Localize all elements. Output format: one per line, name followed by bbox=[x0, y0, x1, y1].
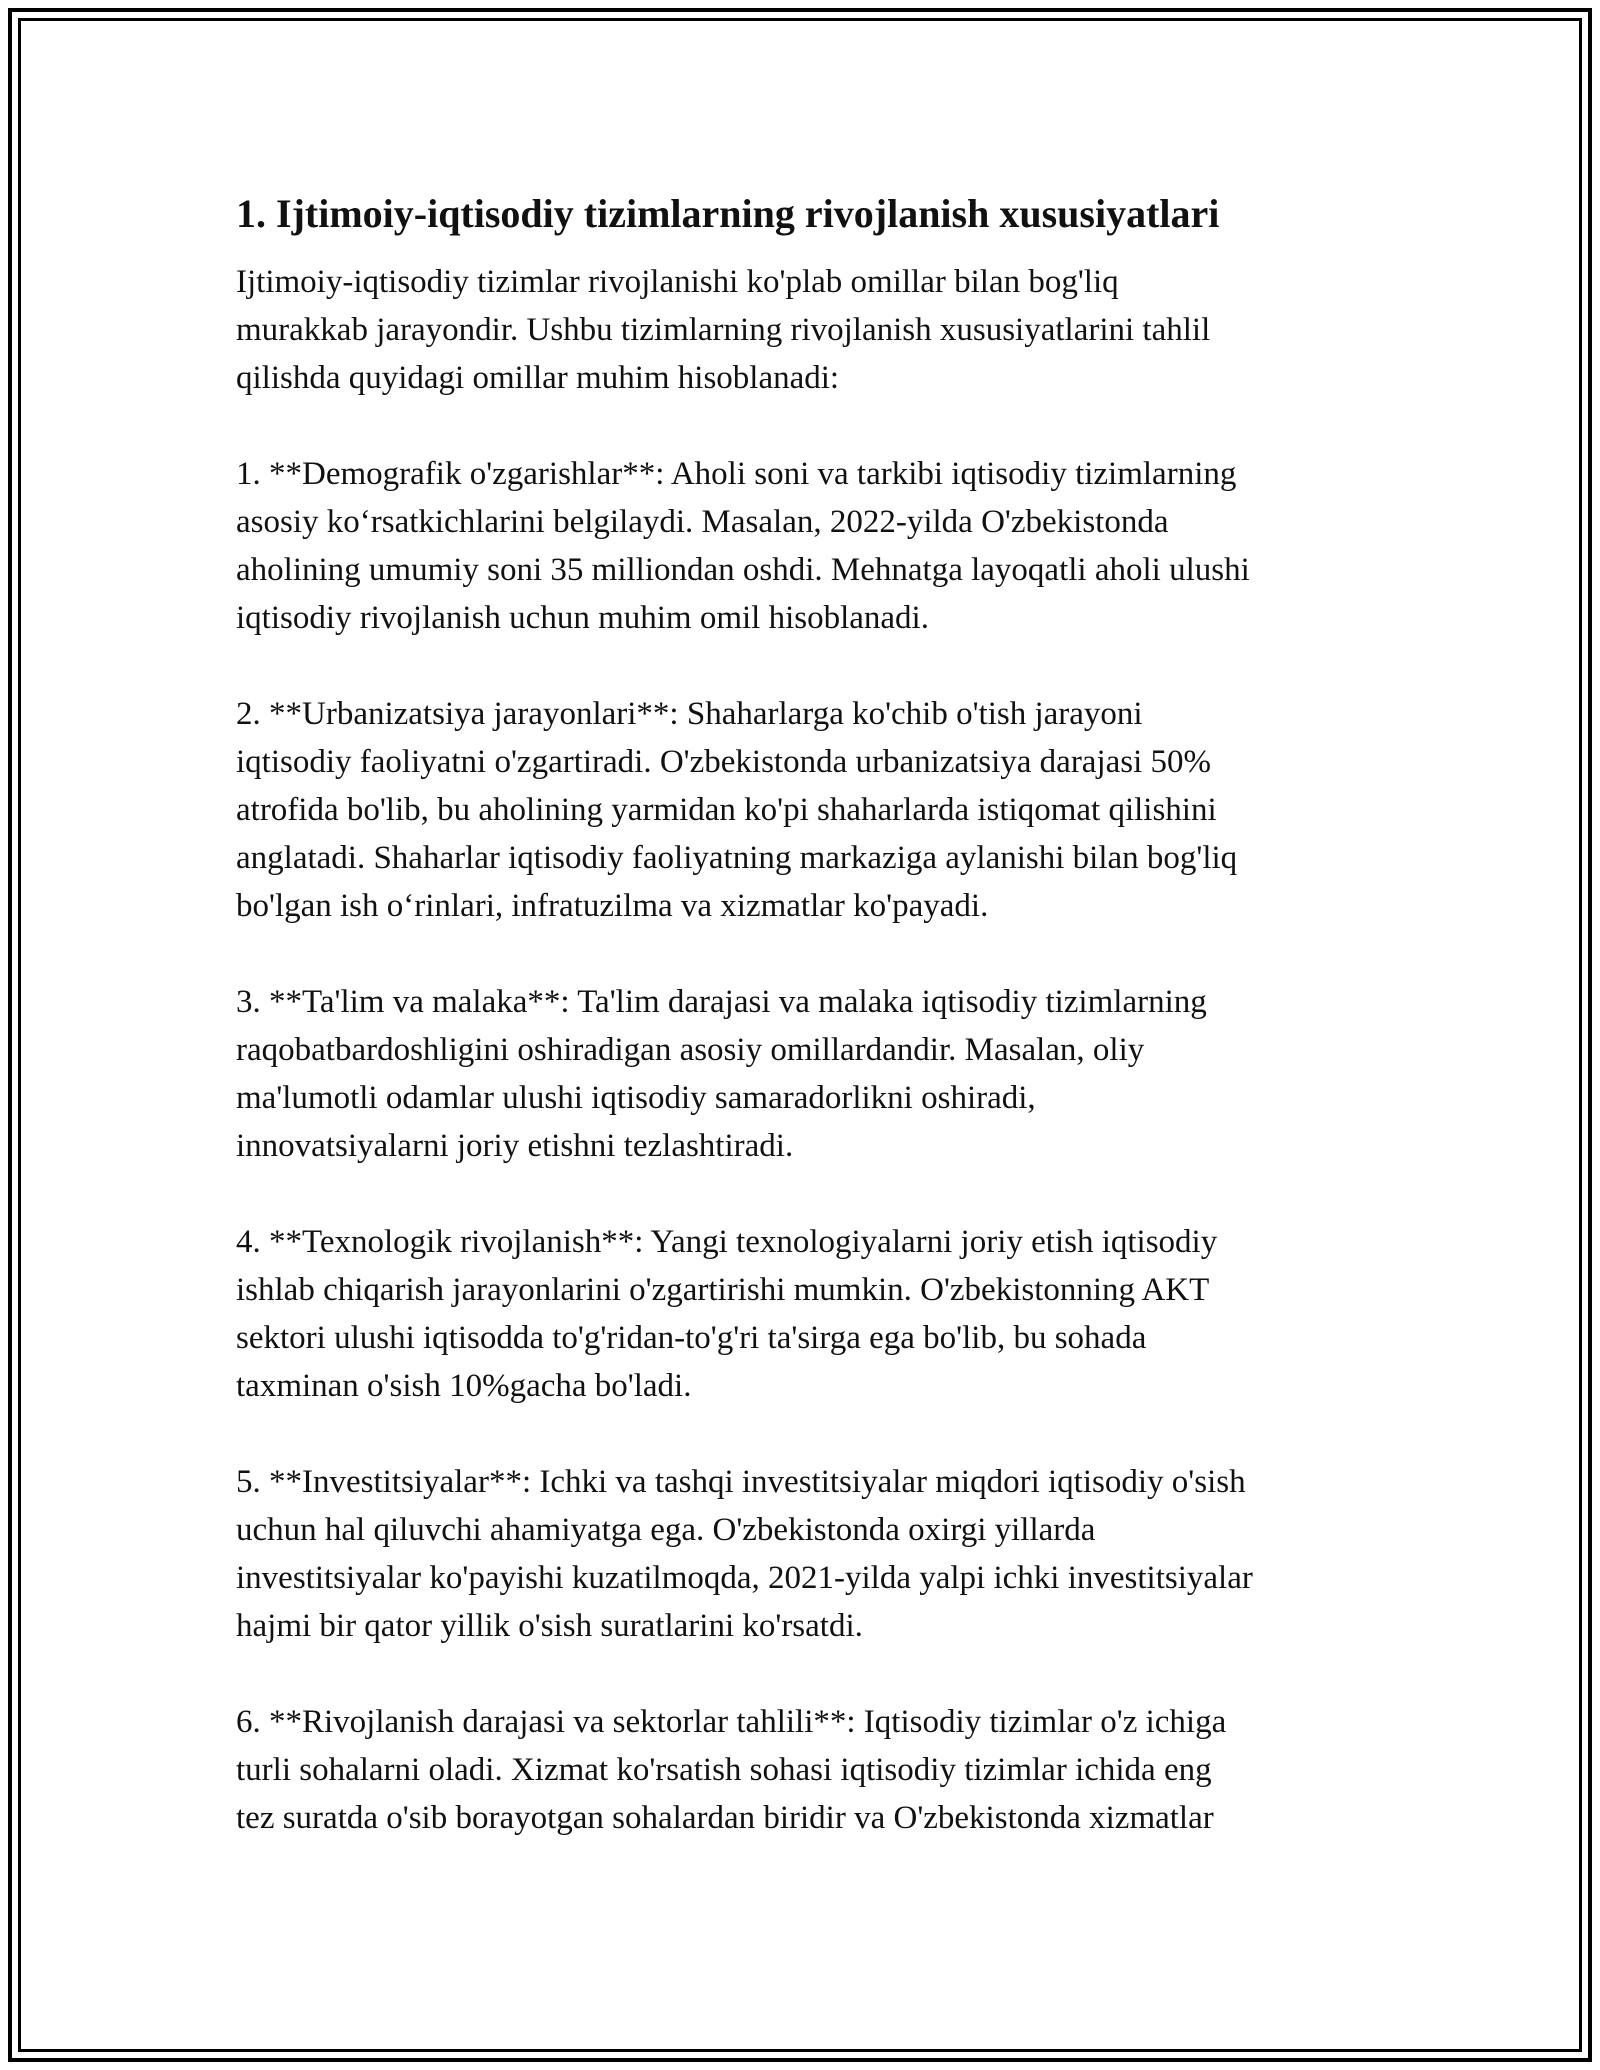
paragraph-sector-analysis: 6. **Rivojlanish darajasi va sektorlar tahlili**: Iqtisodiy tizimlar o'z ichiga turli sohalarni oladi. Xizmat ko'rsatish sohasi iqtisodiy tizimlar ichida eng tez suratda o'sib borayotgan sohalardan biridir va O'zbekistonda xizmatlar bbox=[236, 1704, 1227, 1836]
section-title: 1. Ijtimoiy-iqtisodiy tizimlarning rivojlanish xususiyatlari bbox=[236, 191, 1220, 236]
document-body bbox=[236, 186, 1376, 1890]
intro-paragraph: Ijtimoiy-iqtisodiy tizimlar rivojlanishi ko'plab omillar bilan bog'liq murakkab jarayondir. Ushbu tizimlarning rivojlanish xususiyatlarini tahlil qilishda quyidagi omillar muhim hisoblanadi: bbox=[236, 264, 1211, 396]
paragraph-demographic-changes: 1. **Demografik o'zgarishlar**: Aholi soni va tarkibi iqtisodiy tizimlarning asosiy koʻrsatkichlarini belgilaydi. Masalan, 2022-yilda O'zbekistonda aholining umumiy soni 35 milliondan oshdi. Mehnatga layoqatli aholi ulushi iqtisodiy rivojlanish uchun muhim omil hisoblanadi. bbox=[236, 456, 1250, 636]
paragraph-education: 3. **Ta'lim va malaka**: Ta'lim darajasi va malaka iqtisodiy tizimlarning raqobatbardoshligini oshiradigan asosiy omillardandir. Masalan, oliy ma'lumotli odamlar ulushi iqtisodiy samaradorlikni oshiradi, innovatsiyalarni joriy etishni tezlashtiradi. bbox=[236, 984, 1207, 1164]
paragraph-technology: 4. **Texnologik rivojlanish**: Yangi texnologiyalarni joriy etish iqtisodiy ishlab chiqarish jarayonlarini o'zgartirishi mumkin. O'zbekistonning AKT sektori ulushi iqtisodda to'g'ridan-to'g'ri ta'sirga ega bo'lib, bu sohada taxminan o'sish 10%gacha bo'ladi. bbox=[236, 1224, 1218, 1404]
paragraph-urbanization: 2. **Urbanizatsiya jarayonlari**: Shaharlarga ko'chib o'tish jarayoni iqtisodiy faoliyatni o'zgartiradi. O'zbekistonda urbanizatsiya darajasi 50% atrofida bo'lib, bu aholining yarmidan ko'pi shaharlarda istiqomat qilishini anglatadi. Shaharlar iqtisodiy faoliyatning markaziga aylanishi bilan bog'liq bo'lgan ish oʻrinlari, infratuzilma va xizmatlar ko'payadi. bbox=[236, 696, 1238, 924]
paragraph-investments: 5. **Investitsiyalar**: Ichki va tashqi investitsiyalar miqdori iqtisodiy o'sish uchun hal qiluvchi ahamiyatga ega. O'zbekistonda oxirgi yillarda investitsiyalar ko'payishi kuzatilmoqda, 2021-yilda yalpi ichki investitsiyalar hajmi bir qator yillik o'sish suratlarini ko'rsatdi. bbox=[236, 1464, 1253, 1644]
